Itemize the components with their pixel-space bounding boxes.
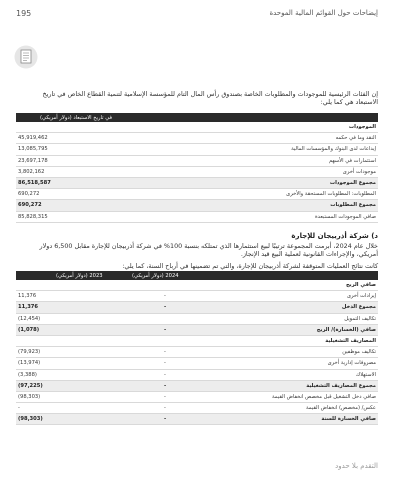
row-value-2023: (97,225) [18, 382, 43, 389]
table-row [16, 370, 378, 381]
running-title: إيضاحات حول القوائم المالية الموحدة [269, 9, 378, 17]
table-row [16, 178, 378, 189]
table-row [16, 144, 378, 155]
document-icon [14, 44, 38, 70]
disposal-table-header [16, 113, 378, 122]
page-number: 195 [16, 9, 32, 18]
row-label: مجموع المصاريف التشغيلية [306, 382, 376, 389]
row-value: 690,272 [18, 202, 42, 209]
row-value: 45,919,462 [18, 135, 48, 142]
row-label: مجموع الموجودات [329, 179, 376, 186]
row-value: 85,828,315 [18, 213, 48, 220]
row-label: صافي الموجودات المستبعدة [314, 213, 376, 220]
table-row [16, 347, 378, 358]
row-value-2023: 11,376 [18, 293, 37, 300]
table-row [16, 133, 378, 144]
row-value-2024: - [164, 416, 167, 423]
disposal-table-column-header: في تاريخ الاستبعاد (دولار أمريكي) [40, 114, 113, 121]
row-label: مجموع الدخل [341, 304, 376, 311]
row-label: تكاليف التمويل [344, 315, 376, 322]
table-row [16, 200, 378, 211]
row-value: 86,518,587 [18, 179, 51, 186]
table-row [16, 212, 378, 223]
intro-paragraph: إن الفئات الرئيسية للموجودات والمطلوبات الخاصة بصندوق رأس المال التام للمؤسسة الإسلامية لتنمية القطاع الخاص في تاريخ الاستبعاد هي كما يلي: [42, 90, 378, 106]
row-label: إيرادات أخرى [346, 293, 376, 300]
row-value-2023: (1,078) [18, 326, 40, 333]
row-value: 13,085,795 [18, 146, 48, 153]
table-row [16, 167, 378, 178]
table-row [16, 336, 378, 347]
row-label: الاستهلاك [355, 371, 376, 378]
row-label: تكاليف موظفين [342, 349, 376, 356]
disposal-table [16, 113, 378, 223]
section-d-title: د) شركة أذربيجان للإجارة [291, 232, 378, 240]
row-label: مجموع المطلوبات [330, 202, 376, 209]
section-d-paragraph-results: كانت نتائج العمليات المتوقفة لشركة أذربيجان للإجارة، والتي تم تضمينها في أرباح السنة، كما يلي: [122, 262, 378, 270]
table-row [16, 122, 378, 133]
row-label: صافي الخسارة للسنة [321, 416, 376, 423]
table-row [16, 302, 378, 313]
table-row [16, 358, 378, 369]
table-row [16, 414, 378, 425]
row-label: صافي (الخسارة)/ الربح [316, 326, 376, 333]
row-value-2023: (98,303) [18, 416, 43, 423]
table-row [16, 156, 378, 167]
row-label: مصروفات إدارية أخرى [327, 360, 376, 367]
row-value-2024: - [164, 382, 167, 389]
discontinued-table-body [16, 280, 378, 425]
row-value-2023: (12,454) [18, 315, 41, 322]
discontinued-operations-table [16, 271, 378, 425]
row-value-2024: - [164, 393, 166, 400]
table-row [16, 325, 378, 336]
row-label: عكس/ (مخصص) انخفاض القيمة [306, 405, 376, 412]
disposal-table-body [16, 122, 378, 223]
row-label: استثمارات في الأسهم [328, 157, 376, 164]
row-label: صافي الربح [345, 282, 376, 288]
table-row [16, 280, 378, 291]
row-label: موجودات أخرى [342, 168, 376, 175]
table-row [16, 314, 378, 325]
row-value: 23,697,178 [18, 157, 48, 164]
row-label: المطلوبات: المطلوبات المستحقة والأخرى [286, 191, 376, 198]
row-value-2024: - [164, 405, 166, 412]
row-value-2023: (79,923) [18, 349, 41, 356]
row-value-2024: - [164, 360, 166, 367]
table-row [16, 403, 378, 414]
row-value-2023: (13,974) [18, 360, 41, 367]
discontinued-table-header [16, 271, 378, 280]
column-header-2023: 2023 (دولار أمريكي) [56, 272, 103, 279]
row-value-2023: 11,376 [18, 304, 39, 311]
section-d-paragraph: خلال عام 2024، أبرمت المجموعة ترتيبًا لبيع استثمارها الذي تمتلكه بنسبة 100% في شركة أذربيجان للإجارة مقابل 6,500 دولار أمريكي، والإجراءات القانونية لعملية البيع قيد الإنجاز. [39, 242, 378, 258]
table-row [16, 189, 378, 200]
row-value-2023: - [18, 405, 20, 412]
footer-slogan: التقدم بلا حدود [335, 462, 378, 470]
table-row [16, 392, 378, 403]
column-header-2024: 2024 (دولار أمريكي) [132, 272, 179, 279]
row-value-2023: (3,388) [18, 371, 37, 378]
table-row [16, 291, 378, 302]
row-label: إيداعات لدى البنوك والمؤسسات المالية [291, 146, 376, 153]
row-value-2024: - [164, 326, 167, 333]
row-label: الموجودات [348, 124, 376, 130]
row-value-2024: - [164, 349, 166, 356]
row-value: 3,802,162 [18, 168, 45, 175]
table-row [16, 381, 378, 392]
row-label: النقد وما في حكمه [335, 135, 376, 142]
row-value: 690,272 [18, 191, 40, 198]
row-label: صافي دخل التشغيل قبل مخصص انخفاض القيمة [272, 393, 376, 400]
row-label: المصاريف التشغيلية [325, 337, 376, 344]
row-value-2024: - [164, 293, 166, 300]
row-value-2024: - [164, 371, 166, 378]
row-value-2024: - [164, 304, 167, 311]
row-value-2023: (98,303) [18, 393, 41, 400]
